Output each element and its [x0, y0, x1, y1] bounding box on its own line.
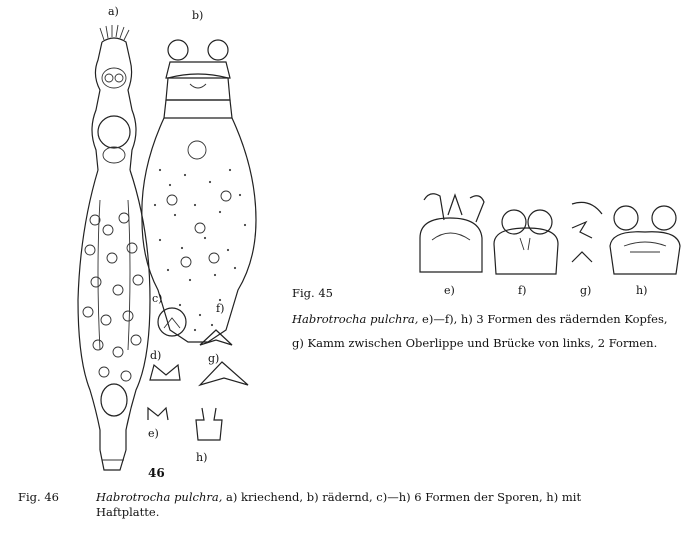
fig46-panel-d-label: d) [150, 349, 162, 362]
fig45-e-drawing [420, 194, 484, 272]
fig45-label: Fig. 45 [292, 286, 333, 300]
fig46-caption-line1-rest: a) kriechend, b) rädernd, c)—h) 6 Formen der Sporen, h) mit [222, 490, 582, 504]
fig46-panel-c-label: c) [152, 292, 163, 305]
fig45-f-drawing [494, 210, 558, 274]
fig46-caption-line1 [96, 490, 581, 504]
fig46-panel-a-label: a) [108, 5, 119, 18]
fig45-g-drawing [572, 202, 602, 262]
fig46-panel-f-label: f) [216, 302, 225, 315]
fig45-panel-h-label: h) [636, 284, 648, 297]
fig45-panel-g-label: g) [580, 284, 592, 297]
fig45-caption-species: Habrotrocha pulchra, [292, 312, 419, 326]
fig46-label: Fig. 46 [18, 490, 59, 504]
fig46-caption-line2: Haftplatte. [96, 505, 160, 519]
fig46-a-drawing [78, 25, 150, 470]
fig46-spores-drawing [148, 308, 248, 440]
fig45-caption-line1 [292, 312, 668, 326]
fig46-panel-g-label: g) [208, 352, 220, 365]
fig46-panel-h-label: h) [196, 451, 208, 464]
fig46-panel-e-label: e) [148, 427, 159, 440]
fig45-h-drawing [610, 206, 680, 274]
fig45-caption-line2: g) Kamm zwischen Oberlippe und Brücke von links, 2 Formen. [292, 336, 658, 350]
fig45-caption-line1-rest: e)—f), h) 3 Formen des rädernden Kopfes, [418, 312, 668, 326]
fig46-panel-b-label: b) [192, 9, 204, 22]
fig46-caption-species: Habrotrocha pulchra, [96, 490, 223, 504]
fig45-panel-f-label: f) [518, 284, 527, 297]
fig45-panel-e-label: e) [444, 284, 455, 297]
fig46-number: 46 [148, 466, 165, 480]
